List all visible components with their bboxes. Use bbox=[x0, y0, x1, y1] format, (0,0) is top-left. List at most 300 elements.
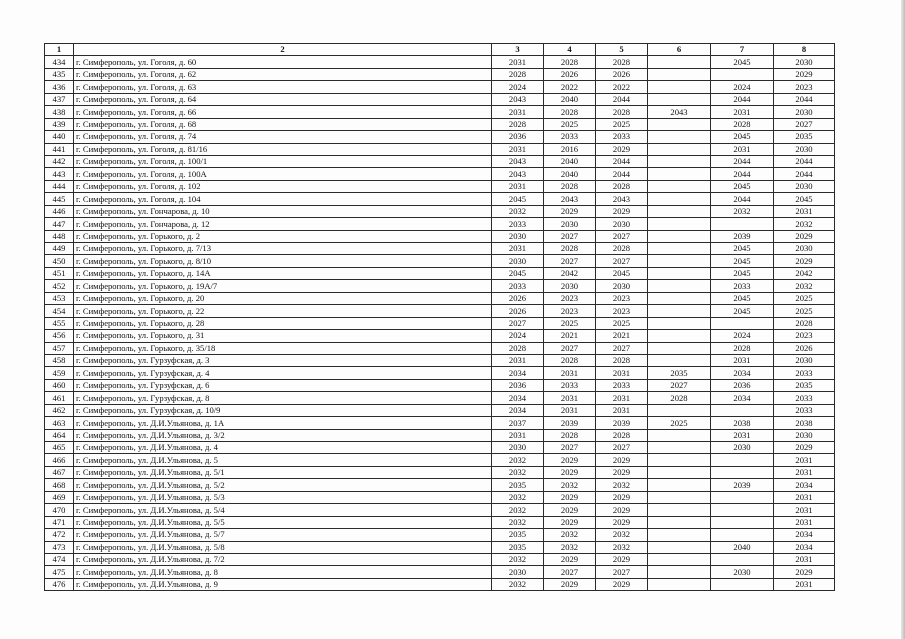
row-number-cell: 465 bbox=[45, 442, 74, 454]
year-cell-6 bbox=[648, 466, 711, 478]
year-cell-6 bbox=[648, 230, 711, 242]
year-cell-7: 2036 bbox=[711, 379, 774, 391]
year-cell-7: 2034 bbox=[711, 367, 774, 379]
year-cell-7: 2044 bbox=[711, 93, 774, 105]
year-cell-7 bbox=[711, 218, 774, 230]
table-row bbox=[45, 243, 835, 255]
address-cell: г. Симферополь, ул. Гоголя, д. 81/16 bbox=[74, 143, 492, 155]
year-cell-6 bbox=[648, 68, 711, 80]
year-cell-4: 2040 bbox=[544, 155, 596, 167]
year-cell-8: 2044 bbox=[774, 168, 835, 180]
year-cell-6: 2028 bbox=[648, 392, 711, 404]
year-cell-5: 2029 bbox=[596, 143, 648, 155]
year-cell-7: 2031 bbox=[711, 429, 774, 441]
address-cell: г. Симферополь, ул. Д.И.Ульянова, д. 5 bbox=[74, 454, 492, 466]
year-cell-8: 2030 bbox=[774, 180, 835, 192]
year-cell-3: 2032 bbox=[492, 578, 544, 590]
address-cell: г. Симферополь, ул. Гоголя, д. 60 bbox=[74, 56, 492, 68]
year-cell-3: 2034 bbox=[492, 367, 544, 379]
year-cell-3: 2043 bbox=[492, 155, 544, 167]
year-cell-4: 2029 bbox=[544, 553, 596, 565]
year-cell-4: 2029 bbox=[544, 205, 596, 217]
table-row bbox=[45, 305, 835, 317]
year-cell-5: 2028 bbox=[596, 243, 648, 255]
table-row bbox=[45, 367, 835, 379]
address-cell: г. Симферополь, ул. Д.И.Ульянова, д. 1А bbox=[74, 417, 492, 429]
year-cell-7: 2045 bbox=[711, 292, 774, 304]
address-cell: г. Симферополь, ул. Горького, д. 7/13 bbox=[74, 243, 492, 255]
year-cell-3: 2036 bbox=[492, 131, 544, 143]
year-cell-8: 2025 bbox=[774, 292, 835, 304]
year-cell-8: 2029 bbox=[774, 566, 835, 578]
row-number-cell: 475 bbox=[45, 566, 74, 578]
address-cell: г. Симферополь, ул. Горького, д. 2 bbox=[74, 230, 492, 242]
year-cell-7 bbox=[711, 68, 774, 80]
year-cell-6 bbox=[648, 118, 711, 130]
year-cell-7: 2028 bbox=[711, 342, 774, 354]
year-cell-6: 2035 bbox=[648, 367, 711, 379]
address-cell: г. Симферополь, ул. Гоголя, д. 63 bbox=[74, 81, 492, 93]
year-cell-3: 2035 bbox=[492, 479, 544, 491]
row-number-cell: 441 bbox=[45, 143, 74, 155]
table-row bbox=[45, 205, 835, 217]
year-cell-5: 2029 bbox=[596, 578, 648, 590]
year-cell-5: 2029 bbox=[596, 553, 648, 565]
address-cell: г. Симферополь, ул. Гоголя, д. 68 bbox=[74, 118, 492, 130]
row-number-cell: 474 bbox=[45, 553, 74, 565]
year-cell-4: 2029 bbox=[544, 466, 596, 478]
year-cell-8: 2038 bbox=[774, 417, 835, 429]
year-cell-4: 2028 bbox=[544, 106, 596, 118]
table-row bbox=[45, 466, 835, 478]
year-cell-5: 2023 bbox=[596, 305, 648, 317]
year-cell-7 bbox=[711, 404, 774, 416]
address-cell: г. Симферополь, ул. Д.И.Ульянова, д. 5/2 bbox=[74, 479, 492, 491]
year-cell-3: 2032 bbox=[492, 504, 544, 516]
row-number-cell: 449 bbox=[45, 243, 74, 255]
year-cell-8: 2023 bbox=[774, 330, 835, 342]
year-cell-5: 2044 bbox=[596, 168, 648, 180]
row-number-cell: 435 bbox=[45, 68, 74, 80]
year-cell-8: 2031 bbox=[774, 578, 835, 590]
table-row bbox=[45, 354, 835, 366]
address-cell: г. Симферополь, ул. Д.И.Ульянова, д. 5/1 bbox=[74, 466, 492, 478]
year-cell-4: 2025 bbox=[544, 118, 596, 130]
year-cell-7: 2039 bbox=[711, 230, 774, 242]
year-cell-5: 2027 bbox=[596, 566, 648, 578]
year-cell-3: 2045 bbox=[492, 267, 544, 279]
table-row bbox=[45, 504, 835, 516]
row-number-cell: 476 bbox=[45, 578, 74, 590]
year-cell-6 bbox=[648, 442, 711, 454]
row-number-cell: 452 bbox=[45, 280, 74, 292]
year-cell-6 bbox=[648, 516, 711, 528]
year-cell-3: 2037 bbox=[492, 417, 544, 429]
table-row bbox=[45, 479, 835, 491]
address-cell: г. Симферополь, ул. Гоголя, д. 66 bbox=[74, 106, 492, 118]
year-cell-7: 2031 bbox=[711, 143, 774, 155]
table-row bbox=[45, 81, 835, 93]
row-number-cell: 450 bbox=[45, 255, 74, 267]
year-cell-4: 2031 bbox=[544, 404, 596, 416]
row-number-cell: 453 bbox=[45, 292, 74, 304]
year-cell-4: 2040 bbox=[544, 93, 596, 105]
row-number-cell: 466 bbox=[45, 454, 74, 466]
year-cell-3: 2031 bbox=[492, 243, 544, 255]
header-cell: 1 bbox=[45, 44, 74, 56]
year-cell-7 bbox=[711, 504, 774, 516]
table-row bbox=[45, 578, 835, 590]
year-cell-4: 2021 bbox=[544, 330, 596, 342]
year-cell-8: 2031 bbox=[774, 516, 835, 528]
year-cell-7: 2045 bbox=[711, 180, 774, 192]
header-cell: 7 bbox=[711, 44, 774, 56]
year-cell-7: 2031 bbox=[711, 106, 774, 118]
table-row bbox=[45, 553, 835, 565]
year-cell-3: 2031 bbox=[492, 429, 544, 441]
address-cell: г. Симферополь, ул. Д.И.Ульянова, д. 5/4 bbox=[74, 504, 492, 516]
year-cell-3: 2032 bbox=[492, 516, 544, 528]
year-cell-7: 2032 bbox=[711, 205, 774, 217]
year-cell-3: 2026 bbox=[492, 305, 544, 317]
year-cell-5: 2027 bbox=[596, 342, 648, 354]
year-cell-4: 2039 bbox=[544, 417, 596, 429]
year-cell-8: 2031 bbox=[774, 504, 835, 516]
address-cell: г. Симферополь, ул. Гоголя, д. 100А bbox=[74, 168, 492, 180]
row-number-cell: 468 bbox=[45, 479, 74, 491]
table-row bbox=[45, 180, 835, 192]
year-cell-5: 2025 bbox=[596, 118, 648, 130]
year-cell-5: 2029 bbox=[596, 504, 648, 516]
year-cell-5: 2032 bbox=[596, 529, 648, 541]
year-cell-3: 2028 bbox=[492, 68, 544, 80]
year-cell-6 bbox=[648, 479, 711, 491]
year-cell-7 bbox=[711, 529, 774, 541]
year-cell-8: 2030 bbox=[774, 429, 835, 441]
header-cell: 2 bbox=[74, 44, 492, 56]
year-cell-3: 2027 bbox=[492, 317, 544, 329]
year-cell-6 bbox=[648, 317, 711, 329]
year-cell-6 bbox=[648, 354, 711, 366]
year-cell-8: 2031 bbox=[774, 205, 835, 217]
year-cell-7: 2044 bbox=[711, 168, 774, 180]
year-cell-8: 2029 bbox=[774, 255, 835, 267]
table-row bbox=[45, 143, 835, 155]
year-cell-8: 2026 bbox=[774, 342, 835, 354]
year-cell-6 bbox=[648, 267, 711, 279]
address-cell: г. Симферополь, ул. Горького, д. 35/18 bbox=[74, 342, 492, 354]
year-cell-6 bbox=[648, 504, 711, 516]
year-cell-7 bbox=[711, 466, 774, 478]
year-cell-8: 2032 bbox=[774, 218, 835, 230]
year-cell-4: 2031 bbox=[544, 392, 596, 404]
address-cell: г. Симферополь, ул. Гоголя, д. 64 bbox=[74, 93, 492, 105]
year-cell-7: 2045 bbox=[711, 305, 774, 317]
year-cell-3: 2043 bbox=[492, 168, 544, 180]
year-cell-3: 2034 bbox=[492, 404, 544, 416]
year-cell-6 bbox=[648, 330, 711, 342]
header-row bbox=[45, 44, 835, 56]
address-cell: г. Симферополь, ул. Гоголя, д. 62 bbox=[74, 68, 492, 80]
year-cell-4: 2032 bbox=[544, 541, 596, 553]
year-cell-4: 2032 bbox=[544, 529, 596, 541]
row-number-cell: 436 bbox=[45, 81, 74, 93]
row-number-cell: 447 bbox=[45, 218, 74, 230]
year-cell-3: 2035 bbox=[492, 529, 544, 541]
address-cell: г. Симферополь, ул. Горького, д. 19А/7 bbox=[74, 280, 492, 292]
row-number-cell: 439 bbox=[45, 118, 74, 130]
year-cell-5: 2029 bbox=[596, 516, 648, 528]
address-cell: г. Симферополь, ул. Д.И.Ульянова, д. 8 bbox=[74, 566, 492, 578]
year-cell-5: 2022 bbox=[596, 81, 648, 93]
table-row bbox=[45, 118, 835, 130]
row-number-cell: 467 bbox=[45, 466, 74, 478]
year-cell-3: 2030 bbox=[492, 230, 544, 242]
year-cell-5: 2043 bbox=[596, 193, 648, 205]
year-cell-6 bbox=[648, 56, 711, 68]
year-cell-4: 2028 bbox=[544, 243, 596, 255]
year-cell-6 bbox=[648, 218, 711, 230]
year-cell-3: 2036 bbox=[492, 379, 544, 391]
table-row bbox=[45, 379, 835, 391]
year-cell-7: 2045 bbox=[711, 267, 774, 279]
address-cell: г. Симферополь, ул. Гоголя, д. 104 bbox=[74, 193, 492, 205]
year-cell-7 bbox=[711, 578, 774, 590]
header-cell: 5 bbox=[596, 44, 648, 56]
year-cell-5: 2039 bbox=[596, 417, 648, 429]
row-number-cell: 464 bbox=[45, 429, 74, 441]
table-row bbox=[45, 491, 835, 503]
year-cell-5: 2031 bbox=[596, 404, 648, 416]
row-number-cell: 462 bbox=[45, 404, 74, 416]
address-cell: г. Симферополь, ул. Д.И.Ульянова, д. 5/8 bbox=[74, 541, 492, 553]
address-cell: г. Симферополь, ул. Гурзуфская, д. 3 bbox=[74, 354, 492, 366]
year-cell-5: 2032 bbox=[596, 479, 648, 491]
year-cell-7: 2034 bbox=[711, 392, 774, 404]
row-number-cell: 461 bbox=[45, 392, 74, 404]
table-row bbox=[45, 292, 835, 304]
table-row bbox=[45, 566, 835, 578]
year-cell-4: 2030 bbox=[544, 218, 596, 230]
year-cell-7: 2045 bbox=[711, 255, 774, 267]
year-cell-5: 2030 bbox=[596, 218, 648, 230]
year-cell-7 bbox=[711, 317, 774, 329]
year-cell-7: 2045 bbox=[711, 56, 774, 68]
table-row bbox=[45, 317, 835, 329]
year-cell-3: 2031 bbox=[492, 180, 544, 192]
year-cell-5: 2044 bbox=[596, 93, 648, 105]
year-cell-8: 2045 bbox=[774, 193, 835, 205]
year-cell-6 bbox=[648, 429, 711, 441]
year-cell-8: 2032 bbox=[774, 280, 835, 292]
year-cell-4: 2016 bbox=[544, 143, 596, 155]
year-cell-5: 2029 bbox=[596, 466, 648, 478]
address-cell: г. Симферополь, ул. Горького, д. 20 bbox=[74, 292, 492, 304]
address-cell: г. Симферополь, ул. Гурзуфская, д. 4 bbox=[74, 367, 492, 379]
year-cell-5: 2031 bbox=[596, 367, 648, 379]
year-cell-4: 2022 bbox=[544, 81, 596, 93]
year-cell-4: 2040 bbox=[544, 168, 596, 180]
year-cell-5: 2027 bbox=[596, 442, 648, 454]
year-cell-6 bbox=[648, 541, 711, 553]
table-row bbox=[45, 155, 835, 167]
year-cell-3: 2024 bbox=[492, 81, 544, 93]
year-cell-6 bbox=[648, 454, 711, 466]
year-cell-5: 2045 bbox=[596, 267, 648, 279]
address-cell: г. Симферополь, ул. Д.И.Ульянова, д. 3/2 bbox=[74, 429, 492, 441]
table-row bbox=[45, 106, 835, 118]
year-cell-3: 2031 bbox=[492, 56, 544, 68]
year-cell-3: 2030 bbox=[492, 566, 544, 578]
row-number-cell: 442 bbox=[45, 155, 74, 167]
year-cell-3: 2034 bbox=[492, 392, 544, 404]
year-cell-4: 2027 bbox=[544, 566, 596, 578]
row-number-cell: 443 bbox=[45, 168, 74, 180]
address-cell: г. Симферополь, ул. Д.И.Ульянова, д. 7/2 bbox=[74, 553, 492, 565]
year-cell-6: 2027 bbox=[648, 379, 711, 391]
year-cell-3: 2031 bbox=[492, 354, 544, 366]
year-cell-8: 2035 bbox=[774, 379, 835, 391]
year-cell-6 bbox=[648, 143, 711, 155]
year-cell-4: 2028 bbox=[544, 354, 596, 366]
row-number-cell: 473 bbox=[45, 541, 74, 553]
header-cell: 4 bbox=[544, 44, 596, 56]
row-number-cell: 460 bbox=[45, 379, 74, 391]
address-cell: г. Симферополь, ул. Гоголя, д. 74 bbox=[74, 131, 492, 143]
year-cell-7: 2044 bbox=[711, 193, 774, 205]
year-cell-7: 2024 bbox=[711, 330, 774, 342]
year-cell-8: 2033 bbox=[774, 367, 835, 379]
address-cell: г. Симферополь, ул. Д.И.Ульянова, д. 5/7 bbox=[74, 529, 492, 541]
row-number-cell: 454 bbox=[45, 305, 74, 317]
year-cell-3: 2032 bbox=[492, 491, 544, 503]
address-cell: г. Симферополь, ул. Гурзуфская, д. 6 bbox=[74, 379, 492, 391]
year-cell-7: 2039 bbox=[711, 479, 774, 491]
year-cell-6 bbox=[648, 81, 711, 93]
year-cell-6 bbox=[648, 566, 711, 578]
year-cell-6: 2043 bbox=[648, 106, 711, 118]
year-cell-6 bbox=[648, 255, 711, 267]
year-cell-5: 2029 bbox=[596, 454, 648, 466]
year-cell-6 bbox=[648, 243, 711, 255]
year-cell-3: 2033 bbox=[492, 218, 544, 230]
table-row bbox=[45, 56, 835, 68]
year-cell-8: 2044 bbox=[774, 93, 835, 105]
table-row bbox=[45, 218, 835, 230]
year-cell-4: 2023 bbox=[544, 292, 596, 304]
year-cell-6 bbox=[648, 168, 711, 180]
table-row bbox=[45, 516, 835, 528]
year-cell-8: 2029 bbox=[774, 442, 835, 454]
year-cell-5: 2029 bbox=[596, 491, 648, 503]
year-cell-6 bbox=[648, 193, 711, 205]
year-cell-8: 2030 bbox=[774, 143, 835, 155]
address-cell: г. Симферополь, ул. Д.И.Ульянова, д. 5/3 bbox=[74, 491, 492, 503]
year-cell-3: 2026 bbox=[492, 292, 544, 304]
year-cell-3: 2033 bbox=[492, 280, 544, 292]
row-number-cell: 459 bbox=[45, 367, 74, 379]
year-cell-5: 2032 bbox=[596, 541, 648, 553]
year-cell-7: 2038 bbox=[711, 417, 774, 429]
address-cell: г. Симферополь, ул. Горького, д. 22 bbox=[74, 305, 492, 317]
year-cell-8: 2034 bbox=[774, 529, 835, 541]
year-cell-7: 2045 bbox=[711, 131, 774, 143]
year-cell-4: 2028 bbox=[544, 180, 596, 192]
year-cell-5: 2021 bbox=[596, 330, 648, 342]
year-cell-6: 2025 bbox=[648, 417, 711, 429]
year-cell-8: 2029 bbox=[774, 68, 835, 80]
year-cell-5: 2026 bbox=[596, 68, 648, 80]
page-edge-shadow bbox=[901, 0, 905, 639]
row-number-cell: 471 bbox=[45, 516, 74, 528]
year-cell-8: 2033 bbox=[774, 392, 835, 404]
year-cell-5: 2028 bbox=[596, 106, 648, 118]
year-cell-7 bbox=[711, 553, 774, 565]
year-cell-3: 2031 bbox=[492, 106, 544, 118]
year-cell-5: 2033 bbox=[596, 379, 648, 391]
year-cell-4: 2027 bbox=[544, 442, 596, 454]
year-cell-3: 2030 bbox=[492, 255, 544, 267]
year-cell-7: 2028 bbox=[711, 118, 774, 130]
year-cell-3: 2028 bbox=[492, 118, 544, 130]
year-cell-8: 2030 bbox=[774, 56, 835, 68]
year-cell-8: 2033 bbox=[774, 404, 835, 416]
year-cell-4: 2029 bbox=[544, 578, 596, 590]
row-number-cell: 472 bbox=[45, 529, 74, 541]
year-cell-7 bbox=[711, 491, 774, 503]
year-cell-5: 2031 bbox=[596, 392, 648, 404]
year-cell-4: 2026 bbox=[544, 68, 596, 80]
row-number-cell: 457 bbox=[45, 342, 74, 354]
year-cell-8: 2027 bbox=[774, 118, 835, 130]
year-cell-8: 2030 bbox=[774, 354, 835, 366]
table-row bbox=[45, 168, 835, 180]
year-cell-6 bbox=[648, 155, 711, 167]
address-cell: г. Симферополь, ул. Горького, д. 8/10 bbox=[74, 255, 492, 267]
address-cell: г. Симферополь, ул. Гурзуфская, д. 10/9 bbox=[74, 404, 492, 416]
year-cell-4: 2027 bbox=[544, 230, 596, 242]
year-cell-3: 2032 bbox=[492, 205, 544, 217]
year-cell-4: 2028 bbox=[544, 429, 596, 441]
year-cell-6 bbox=[648, 205, 711, 217]
table-row bbox=[45, 429, 835, 441]
year-cell-7: 2040 bbox=[711, 541, 774, 553]
address-cell: г. Симферополь, ул. Гончарова, д. 10 bbox=[74, 205, 492, 217]
address-cell: г. Симферополь, ул. Гурзуфская, д. 8 bbox=[74, 392, 492, 404]
year-cell-4: 2033 bbox=[544, 131, 596, 143]
table-row bbox=[45, 454, 835, 466]
year-cell-4: 2027 bbox=[544, 255, 596, 267]
year-cell-5: 2030 bbox=[596, 280, 648, 292]
row-number-cell: 440 bbox=[45, 131, 74, 143]
year-cell-6 bbox=[648, 180, 711, 192]
year-cell-3: 2032 bbox=[492, 553, 544, 565]
year-cell-7 bbox=[711, 454, 774, 466]
year-cell-8: 2030 bbox=[774, 106, 835, 118]
year-cell-3: 2031 bbox=[492, 143, 544, 155]
row-number-cell: 434 bbox=[45, 56, 74, 68]
year-cell-7: 2045 bbox=[711, 243, 774, 255]
year-cell-3: 2043 bbox=[492, 93, 544, 105]
year-cell-3: 2032 bbox=[492, 454, 544, 466]
address-cell: г. Симферополь, ул. Д.И.Ульянова, д. 4 bbox=[74, 442, 492, 454]
year-cell-6 bbox=[648, 553, 711, 565]
year-cell-6 bbox=[648, 280, 711, 292]
year-cell-4: 2025 bbox=[544, 317, 596, 329]
table-row bbox=[45, 417, 835, 429]
year-cell-6 bbox=[648, 93, 711, 105]
year-cell-8: 2035 bbox=[774, 131, 835, 143]
